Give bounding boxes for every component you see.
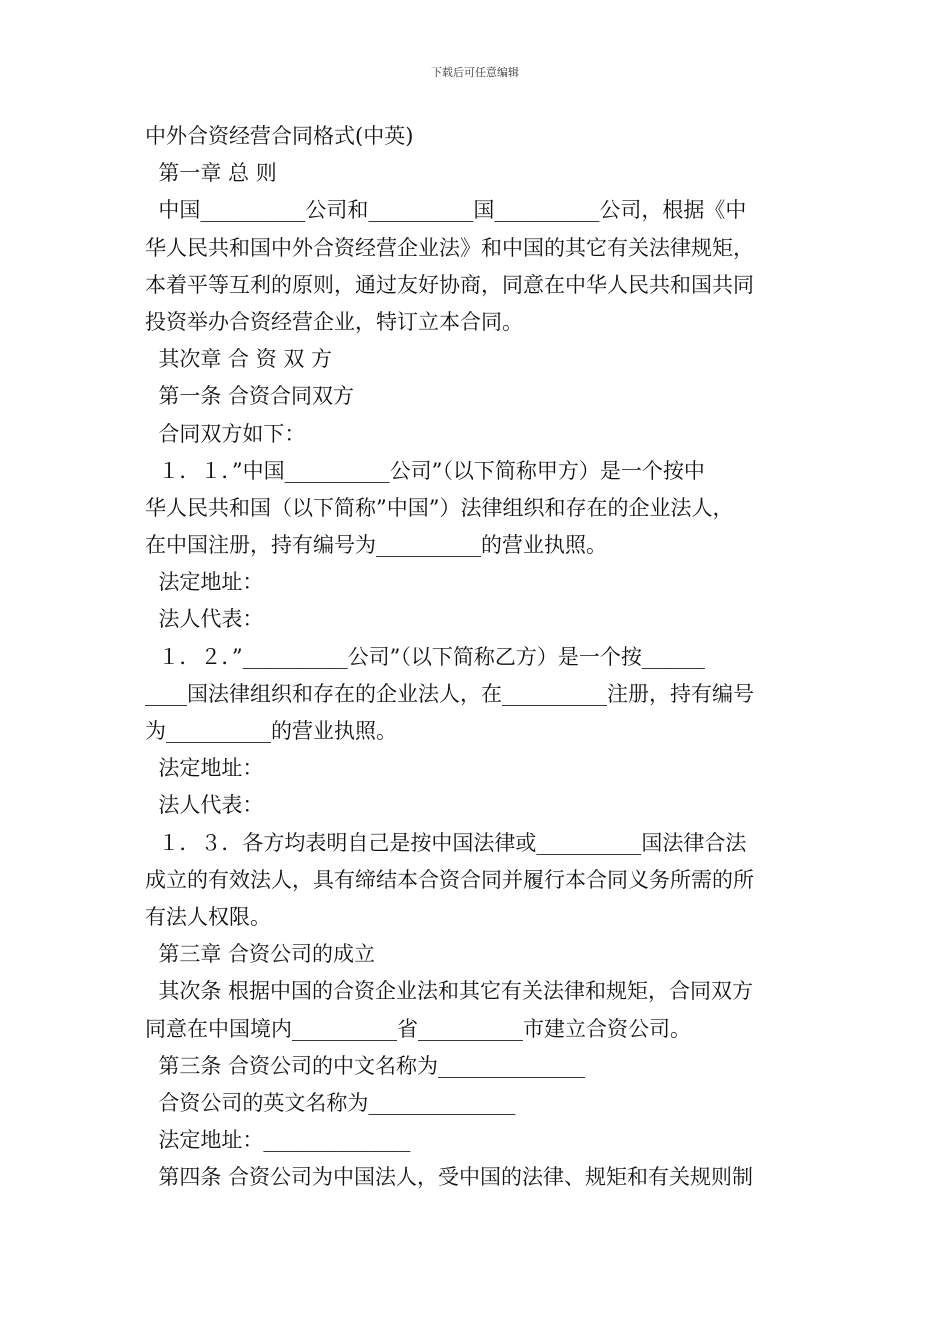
field-label: 法定地址：______________ — [145, 1128, 411, 1153]
header-note: 下载后可任意编辑 — [431, 66, 519, 79]
chapter-heading: 第三章 合资公司的成立 — [145, 942, 376, 967]
paragraph-line: 第三条 合资公司的中文名称为______________ — [145, 1053, 586, 1078]
paragraph-line: １．３．各方均表明自己是按中国法律或__________国法律合法 — [145, 830, 747, 855]
paragraph-line: 为__________的营业执照。 — [145, 719, 397, 743]
paragraph-line: １．１．”中国__________公司”（以下简称甲方）是一个按中 — [145, 458, 705, 483]
paragraph-line: 合同双方如下： — [145, 421, 306, 446]
document-body — [145, 118, 810, 1196]
paragraph-line: 投资举办合资经营企业，特订立本合同。 — [145, 309, 523, 334]
paragraph-line: 合资公司的英文名称为______________ — [145, 1090, 516, 1115]
paragraph-line: １．２．”__________公司”（以下简称乙方）是一个按______ — [145, 644, 705, 669]
paragraph-line: 成立的有效法人，具有缔结本合资合同并履行本合同义务所需的所 — [145, 867, 754, 892]
paragraph-line: 华人民共和国中外合资经营企业法》和中国的其它有关法律规矩， — [145, 235, 754, 260]
chapter-heading: 其次章 合 资 双 方 — [145, 347, 333, 372]
paragraph-line: 第四条 合资公司为中国法人，受中国的法律、规矩和有关规则制 — [145, 1165, 754, 1190]
paragraph-line: 本着平等互利的原则，通过友好协商，同意在中华人民共和国共同 — [145, 272, 754, 297]
paragraph-line: 中国__________公司和__________国__________公司，根据《中 — [145, 198, 747, 223]
paragraph-line: 其次条 根据中国的合资企业法和其它有关法律和规矩，合同双方 — [145, 979, 754, 1004]
field-label: 法人代表： — [145, 607, 264, 632]
paragraph-line: ____国法律组织和存在的企业法人，在__________注册，持有编号 — [145, 681, 754, 706]
article-heading: 第一条 合资合同双方 — [145, 384, 355, 409]
paragraph-line: 有法人权限。 — [145, 904, 271, 929]
field-label: 法定地址： — [145, 756, 264, 781]
field-label: 法定地址： — [145, 570, 264, 595]
paragraph-line: 在中国注册，持有编号为__________的营业执照。 — [145, 533, 607, 558]
chapter-heading: 第一章 总 则 — [145, 161, 277, 186]
paragraph-line: 同意在中国境内__________省__________市建立合资公司。 — [145, 1016, 691, 1041]
paragraph-line: 华人民共和国（以下简称”中国”）法律组织和存在的企业法人， — [145, 495, 734, 520]
document-title: 中外合资经营合同格式(中英) — [145, 124, 414, 148]
field-label: 法人代表： — [145, 793, 264, 818]
